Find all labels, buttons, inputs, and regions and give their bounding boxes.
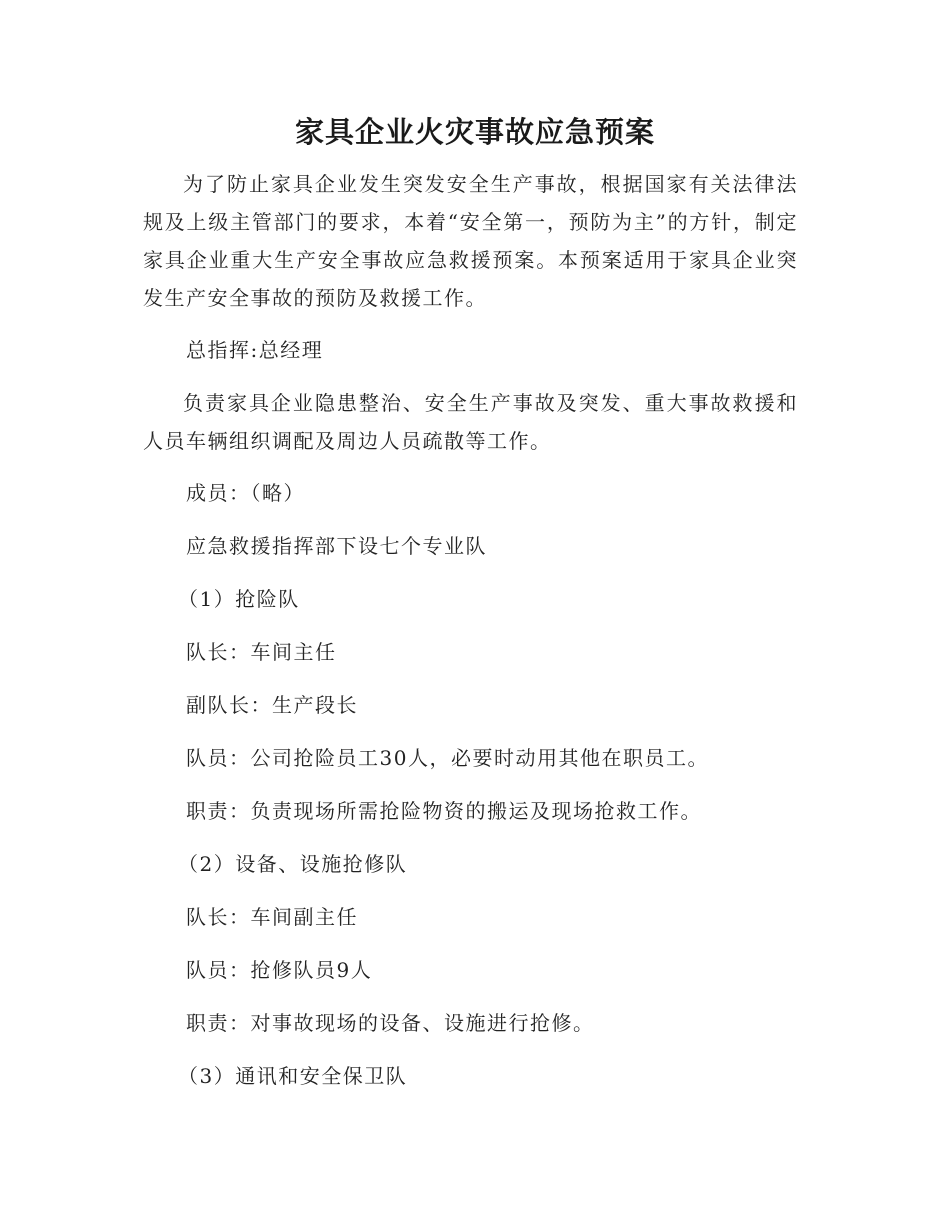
team1-deputy: 副队长：生产段长 bbox=[186, 693, 358, 717]
team2-heading: （2）设备、设施抢修队 bbox=[178, 852, 408, 876]
commander-duty-paragraph: 负责家具企业隐患整治、安全生产事故及突发、重大事故救援和人员车辆组织调配及周边人员疏散等工作。 bbox=[143, 391, 798, 453]
team1-staff: 队员：公司抢险员工30人，必要时动用其他在职员工。 bbox=[186, 746, 709, 770]
team1-heading: （1）抢险队 bbox=[178, 587, 300, 611]
team2-leader: 队长：车间副主任 bbox=[186, 905, 358, 929]
members-line: 成员：（略） bbox=[186, 481, 305, 505]
commander-line: 总指挥:总经理 bbox=[186, 338, 324, 362]
document-title: 家具企业火灾事故应急预案 bbox=[294, 115, 655, 149]
team3-heading: （3）通讯和安全保卫队 bbox=[178, 1064, 408, 1088]
intro-paragraph: 为了防止家具企业发生突发安全生产事故，根据国家有关法律法规及上级主管部门的要求，本着“安全第一，预防为主”的方针，制定家具企业重大生产安全事故应急救援预案。本预案适用于家具企业突发生产安全事故的预防及救援工作。 bbox=[143, 172, 798, 310]
team2-staff: 队员：抢修队员9人 bbox=[186, 958, 373, 982]
teams-intro-line: 应急救援指挥部下设七个专业队 bbox=[186, 534, 487, 558]
team2-duty: 职责：对事故现场的设备、设施进行抢修。 bbox=[186, 1011, 595, 1035]
team1-duty: 职责：负责现场所需抢险物资的搬运及现场抢救工作。 bbox=[186, 799, 702, 823]
document-body bbox=[143, 165, 798, 1103]
team1-leader: 队长：车间主任 bbox=[186, 640, 337, 664]
